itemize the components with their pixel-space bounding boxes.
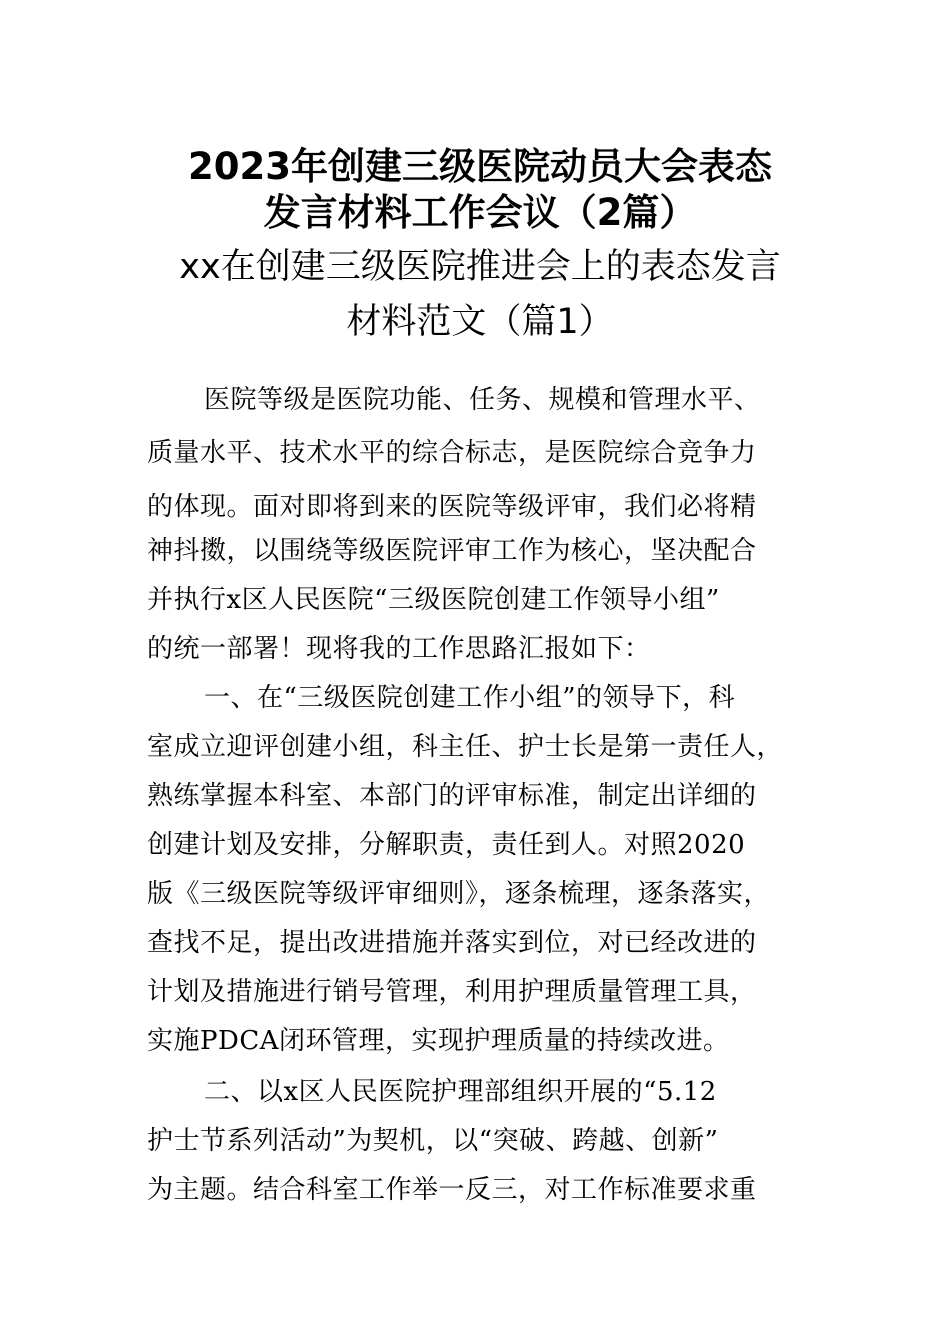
body-line: 版《三级医院等级评审细则》，逐条梳理，逐条落实， xyxy=(147,879,771,909)
body-line: 为主题。结合科室工作举一反三，对工作标准要求重 xyxy=(147,1175,757,1205)
body-line: 神抖擞，以围绕等级医院评审工作为核心，坚决配合 xyxy=(147,536,757,566)
body-line: 创建计划及安排，分解职责，责任到人。对照2020 xyxy=(147,830,746,860)
document-title xyxy=(100,144,860,236)
subtitle-line-2: 材料范文（篇1） xyxy=(346,302,614,342)
body-line: 的统一部署！现将我的工作思路汇报如下： xyxy=(147,634,651,664)
title-line-2: 发言材料工作会议（2篇） xyxy=(263,191,697,234)
body-line: 计划及措施进行销号管理，利用护理质量管理工具， xyxy=(147,977,757,1007)
body-line: 护士节系列活动”为契机，以“突破、跨越、创新” xyxy=(147,1126,719,1156)
title-line-1: 2023年创建三级医院动员大会表态 xyxy=(188,145,772,188)
body-line: 室成立迎评创建小组，科主任、护士长是第一责任人， xyxy=(147,732,784,762)
body-line: 实施PDCA闭环管理，实现护理质量的持续改进。 xyxy=(147,1026,730,1056)
body-line: 熟练掌握本科室、本部门的评审标准，制定出详细的 xyxy=(147,781,757,811)
body-line: 医院等级是医院功能、任务、规模和管理水平、 xyxy=(204,385,761,415)
subtitle-line-1: xx在创建三级医院推进会上的表态发言 xyxy=(179,247,781,287)
body-line: 查找不足，提出改进措施并落实到位，对已经改进的 xyxy=(147,928,757,958)
body-line: 一、在“三级医院创建工作小组”的领导下，科 xyxy=(204,683,736,713)
body-line: 质量水平、技术水平的综合标志，是医院综合竞争力 xyxy=(147,438,757,468)
body-line: 的体现。面对即将到来的医院等级评审，我们必将精 xyxy=(147,492,757,522)
body-line: 二、以x区人民医院护理部组织开展的“5.12 xyxy=(204,1077,717,1107)
body-line: 并执行x区人民医院“三级医院创建工作领导小组” xyxy=(147,585,720,615)
document-subtitle xyxy=(100,240,860,350)
